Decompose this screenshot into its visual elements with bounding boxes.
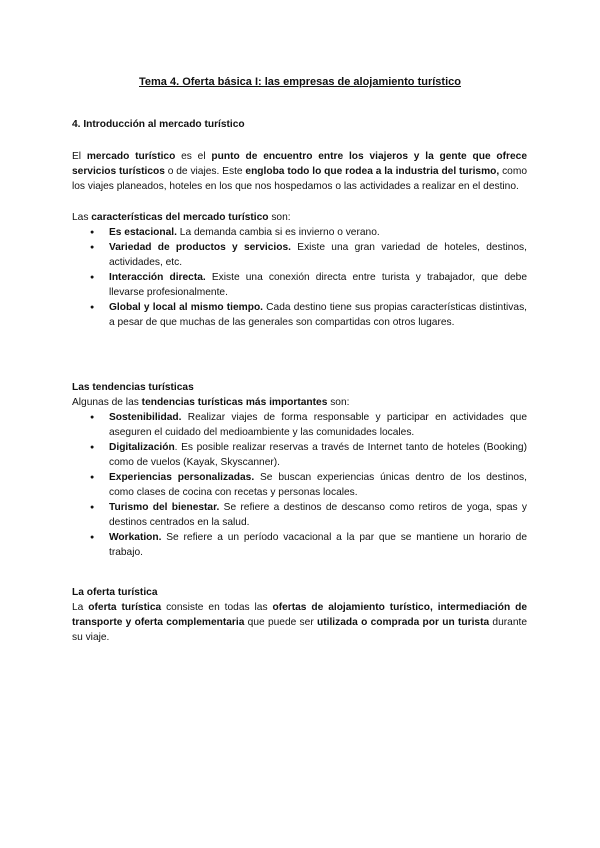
- section-heading: Las tendencias turísticas: [72, 382, 194, 393]
- section-4: [72, 117, 527, 330]
- list-item: ● Es estacional. La demanda cambia si es invierno o verano.: [90, 225, 527, 240]
- trends-intro: Algunas de las tendencias turísticas más importantes son:: [72, 397, 350, 408]
- list-item: ● Workation. Se refiere a un período vacacional a la par que se mantiene un horario de trabajo.: [90, 530, 527, 560]
- list-item: ● Variedad de productos y servicios. Existe una gran variedad de hoteles, destinos, actividades, etc.: [90, 240, 527, 270]
- section-heading: 4. Introducción al mercado turístico: [72, 119, 245, 130]
- trends-list: [72, 410, 527, 560]
- list-item: ● Global y local al mismo tiempo. Cada destino tiene sus propias características distintivas, a pesar de que muchas de las generales son compartidas con otros lugares.: [90, 300, 527, 330]
- offer-paragraph: La oferta turística consiste en todas las ofertas de alojamiento turístico, intermediación de transporte y oferta complementaria que puede ser utilizada o comprada por un turista durante su viaje.: [72, 602, 527, 643]
- section-heading: La oferta turística: [72, 587, 158, 598]
- characteristics-intro: Las características del mercado turístico son:: [72, 212, 291, 223]
- intro-paragraph: El mercado turístico es el punto de encuentro entre los viajeros y la gente que ofrece servicios turísticos o de viajes. Este engloba todo lo que rodea a la industria del turismo, como los viajes planeados, hoteles en los que nos hospedamos o las actividades a realizar en el destino.: [72, 151, 527, 192]
- list-item: ● Sostenibilidad. Realizar viajes de forma responsable y participar en actividades que aseguren el cuidado del medioambiente y las comunidades locales.: [90, 410, 527, 440]
- page-title: Tema 4. Oferta básica I: las empresas de alojamiento turístico: [139, 76, 461, 88]
- list-item: ● Turismo del bienestar. Se refiere a destinos de descanso como retiros de yoga, spas y destinos centrados en la salud.: [90, 500, 527, 530]
- trends-section: [72, 380, 527, 560]
- characteristics-list: [72, 225, 527, 330]
- list-item: ● Experiencias personalizadas. Se buscan experiencias únicas dentro de los destinos, como clases de cocina con recetas y personas locales.: [90, 470, 527, 500]
- offer-section: [72, 585, 527, 645]
- list-item: ● Interacción directa. Existe una conexión directa entre turista y trabajador, que debe llevarse profesionalmente.: [90, 270, 527, 300]
- list-item: ● Digitalización. Es posible realizar reservas a través de Internet tanto de hoteles (Booking) como de vuelos (Kayak, Skyscanner).: [90, 440, 527, 470]
